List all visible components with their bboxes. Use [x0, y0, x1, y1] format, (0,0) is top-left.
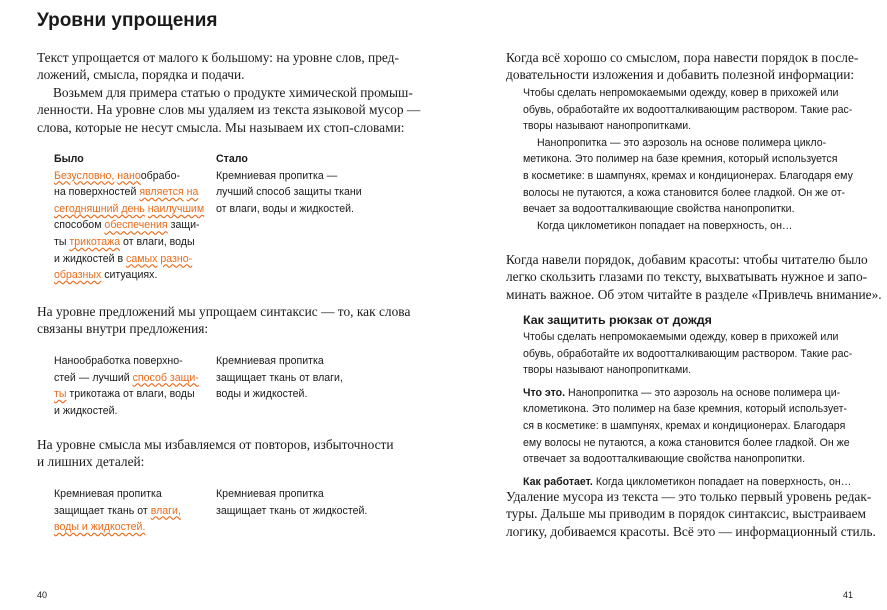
- text-line: логику, добиваемся красоты. Всё это — информационный стиль.: [506, 523, 876, 539]
- after-line: воды и жидкостей.: [216, 388, 308, 401]
- example-line: Как работает. Когда циклометикон попадает на поверхность, он…: [523, 475, 852, 488]
- example-line: Что это. Нанопропитка — это аэрозоль на основе полимера ци-: [523, 386, 841, 399]
- before-line: Кремниевая пропитка: [54, 488, 162, 500]
- before-line: и жидкостей в самых разно-: [54, 252, 193, 265]
- example-quote: [523, 85, 853, 234]
- text-line: слова, которые не несут смысла. Мы называем их стоп-словами:: [37, 119, 405, 135]
- after-line: лучший способ защиты ткани: [216, 186, 362, 199]
- after-line: защищает ткань от жидкостей.: [216, 504, 368, 517]
- text-line: легко скользить глазами по тексту, выхватывать нужное и запо-: [506, 269, 868, 285]
- quote-line: вечает за водоотталкивающие свойства нанопропитки.: [523, 203, 795, 216]
- before-line: на поверхностей является на: [54, 186, 199, 199]
- syntax-paragraph: [37, 303, 410, 338]
- example-line: творы называют нанопропитками.: [523, 364, 692, 377]
- example-line: отвечает за водоотталкивающие свойства нанопропитки.: [523, 453, 806, 466]
- after-column: [216, 151, 376, 217]
- text-line: довательности изложения и добавить полезной информации:: [506, 67, 855, 83]
- before-line: способом обеспечения защи-: [54, 219, 200, 232]
- text-line: ленности. На уровне слов мы удаляем из текста языковой мусор —: [37, 102, 421, 118]
- left-page: [0, 0, 443, 610]
- quote-line: волосы не путаются, а кожа становится более гладкой. Он же от-: [523, 186, 846, 199]
- intro-paragraph: [37, 49, 420, 136]
- quote-line: обувь, обработайте их водоотталкивающим раствором. Такие рас-: [523, 103, 853, 116]
- example-line: клометикона. Это полимер на базе кремния, который использует-: [523, 403, 847, 416]
- before-line: Нанообработка поверхно-: [54, 355, 183, 367]
- text-line: связаны внутри предложения:: [37, 321, 209, 337]
- after-column: [216, 353, 376, 403]
- before-line: и жидкостей.: [54, 404, 118, 417]
- quote-line: Чтобы сделать непромокаемыми одежду, ковер в прихожей или: [523, 87, 839, 99]
- text-line: туры. Дальше мы приводим в порядок синтаксис, выстраиваем: [506, 506, 867, 522]
- after-line: Кремниевая пропитка: [216, 488, 324, 500]
- text-line: минать важное. Об этом читайте в разделе «Привлечь внимание».: [506, 286, 882, 302]
- before-line: защищает ткань от влаги,: [54, 504, 181, 517]
- before-column: [54, 151, 209, 284]
- example-heading: Как защитить рюкзак от дождя: [523, 313, 712, 327]
- text-line: Когда всё хорошо со смыслом, пора навести порядок в после-: [506, 50, 859, 65]
- order-paragraph: [506, 49, 858, 84]
- quote-line: Нанопропитка — это аэрозоль на основе полимера цикло-: [537, 136, 827, 149]
- text-line: Удаление мусора из текста — это только первый уровень редак-: [506, 489, 872, 504]
- meaning-paragraph: [37, 436, 394, 471]
- text-line: На уровне смысла мы избавляемся от повторов, избыточности: [37, 437, 394, 452]
- text-line: и лишних деталей:: [37, 454, 145, 470]
- beauty-paragraph: [506, 251, 882, 303]
- page-number: 41: [843, 590, 854, 600]
- text-line: Возьмем для примера статью о продукте химической промыш-: [53, 84, 413, 100]
- after-line: Кремниевая пропитка: [216, 355, 324, 367]
- after-column: [216, 486, 376, 519]
- right-page: [444, 0, 887, 610]
- before-column: [54, 353, 209, 419]
- quote-line: в косметике: в шампунях, кремах и кондиционерах. Благодаря ему: [523, 169, 853, 182]
- page-number: 40: [37, 590, 48, 600]
- page-title: Уровни упрощения: [37, 10, 218, 31]
- example-body: [523, 329, 852, 490]
- before-line: сегодняшний день наилучшим: [54, 202, 205, 215]
- text-line: Текст упрощается от малого к большому: на уровне слов, пред-: [37, 50, 399, 65]
- quote-line: творы называют нанопропитками.: [523, 120, 692, 133]
- after-line: Кремниевая пропитка —: [216, 169, 338, 182]
- before-line: Безусловно, нанообрабо-: [54, 169, 181, 182]
- example-line: ся в косметике: в шампунях, кремах и кондиционерах. Благодаря: [523, 419, 846, 432]
- quote-line: Когда циклометикон попадает на поверхность, он…: [537, 219, 793, 232]
- before-line: воды и жидкостей.: [54, 521, 146, 534]
- before-line: ты трикотажа от влаги, воды: [54, 235, 195, 248]
- text-line: На уровне предложений мы упрощаем синтаксис — то, как слова: [37, 304, 411, 319]
- before-line: образных ситуациях.: [54, 269, 158, 282]
- after-line: защищает ткань от влаги,: [216, 371, 343, 384]
- after-line: от влаги, воды и жидкостей.: [216, 202, 354, 215]
- example-line: ему волосы не путаются, а кожа становится более гладкой. Он же: [523, 436, 850, 449]
- example-line: обувь, обработайте их водоотталкивающим раствором. Такие рас-: [523, 347, 853, 360]
- after-header: Стало: [216, 153, 248, 165]
- summary-paragraph: [506, 488, 876, 540]
- text-line: Когда навели порядок, добавим красоты: чтобы читателю было: [506, 252, 868, 267]
- before-line: ты трикотажа от влаги, воды: [54, 388, 195, 401]
- structured-example: [523, 313, 852, 490]
- before-column: [54, 486, 209, 536]
- before-header: Было: [54, 153, 84, 165]
- before-line: стей — лучший способ защи-: [54, 371, 199, 384]
- example-line: Чтобы сделать непромокаемыми одежду, ковер в прихожей или: [523, 331, 839, 343]
- quote-line: метикона. Это полимер на базе кремния, который используется: [523, 153, 838, 166]
- text-line: ложений, смысла, порядка и подачи.: [37, 67, 245, 83]
